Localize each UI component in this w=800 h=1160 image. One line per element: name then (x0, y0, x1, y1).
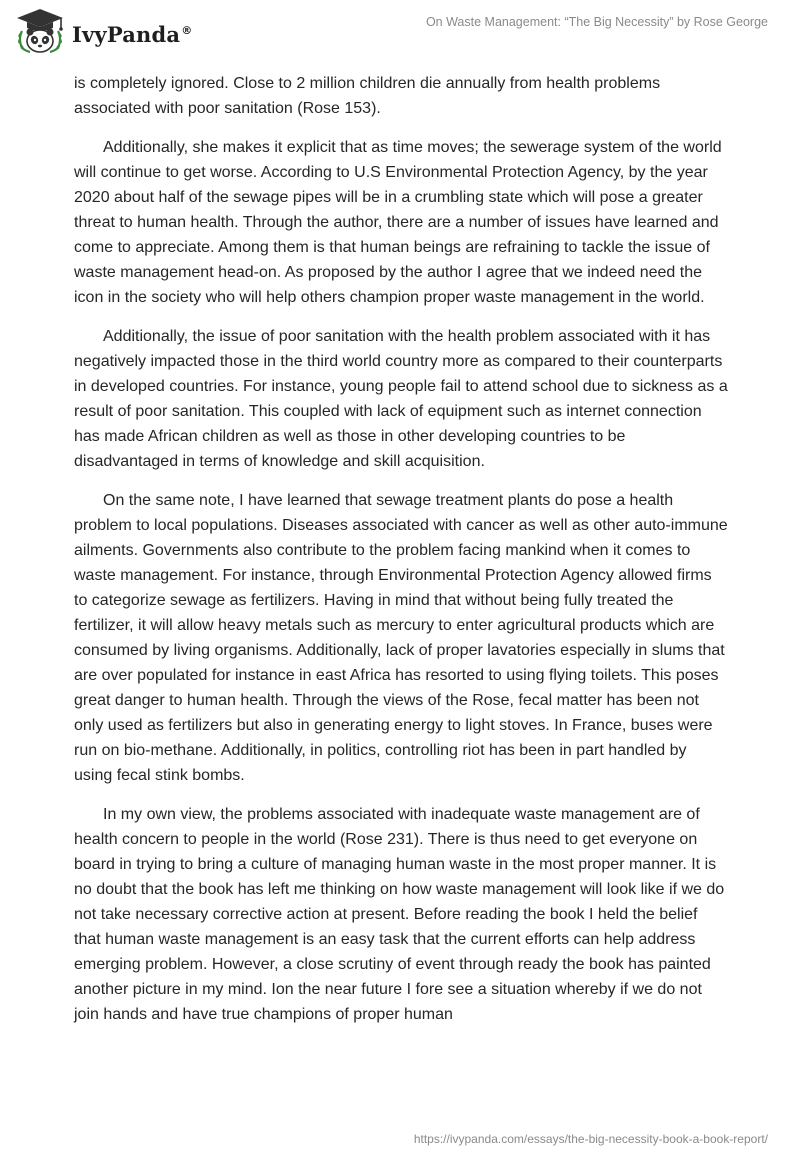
panda-logo-icon (14, 7, 66, 55)
paragraph: Additionally, the issue of poor sanitation with the health problem associated with it has negatively impacted those in the third world country more as compared to their counterparts in developed countries. For instance, young people fail to attend school due to sickness as a result of poor sanitation. This coupled with lack of equipment such as internet connection has made African children as well as those in other developing countries to be disadvantaged in terms of knowledge and skill acquisition. (74, 328, 728, 470)
paragraph: Additionally, she makes it explicit that as time moves; the sewerage system of the world will continue to get worse. According to U.S Environmental Protection Agency, by the year 2020 about half of the sewage pipes will be in a crumbling state which will pose a greater threat to human health. Through the author, there are a number of issues have learned and come to appreciate. Among them is that human beings are refraining to tackle the issue of waste management head-on. As proposed by the author I agree that we indeed need the icon in the society who will help others champion proper waste management in the world. (74, 139, 722, 306)
paragraph: In my own view, the problems associated with inadequate waste management are of health concern to people in the world (Rose 231). There is thus need to get everyone on board in trying to bring a culture of managing human waste in the most proper manner. It is no doubt that the book has left me thinking on how waste management will look like if we do not take necessary corrective action at present. Before reading the book I held the belief that human waste management is an easy task that the current efforts can help address emerging problem. However, a close scrutiny of event through ready the book has painted another picture in my mind. Ion the near future I fore see a situation whereby if we do not join hands and have true champions of proper human (74, 806, 725, 1023)
brand-name-text: IvyPanda (72, 21, 181, 47)
document-title: On Waste Management: “The Big Necessity” by Rose George (425, 15, 768, 29)
registered-mark: ® (181, 23, 193, 37)
brand-name (72, 22, 192, 47)
paragraph: On the same note, I have learned that sewage treatment plants do pose a health problem to local populations. Diseases associated with cancer as well as other auto-immune ailments. Governments also contribute to the problem facing mankind when it comes to waste management. For instance, through Environmental Protection Agency allowed firms to categorize sewage as fertilizers. Having in mind that without being fully treated the fertilizer, it will allow heavy metals such as mercury to enter agricultural products which are consumed by living organisms. Additionally, lack of proper lavatories especially in slums that are over populated for instance in east Africa has resorted to using flying toilets. This poses great danger to human health. Through the views of the Rose, fecal matter has been not only used as fertilizers but also in generating energy to light stoves. In France, buses were run on bio-methane. Additionally, in politics, controlling riot has been in part handled by using fecal stink bombs. (74, 492, 728, 784)
essay-body (74, 71, 728, 1041)
paragraph: is completely ignored. Close to 2 million children die annually from health problems associated with poor sanitation (Rose 153). (74, 75, 661, 117)
source-url-link[interactable]: https://ivypanda.com/essays/the-big-necessity-book-a-book-report/ (413, 1132, 768, 1146)
page-header (0, 0, 800, 62)
ivypanda-logo[interactable] (14, 7, 192, 55)
